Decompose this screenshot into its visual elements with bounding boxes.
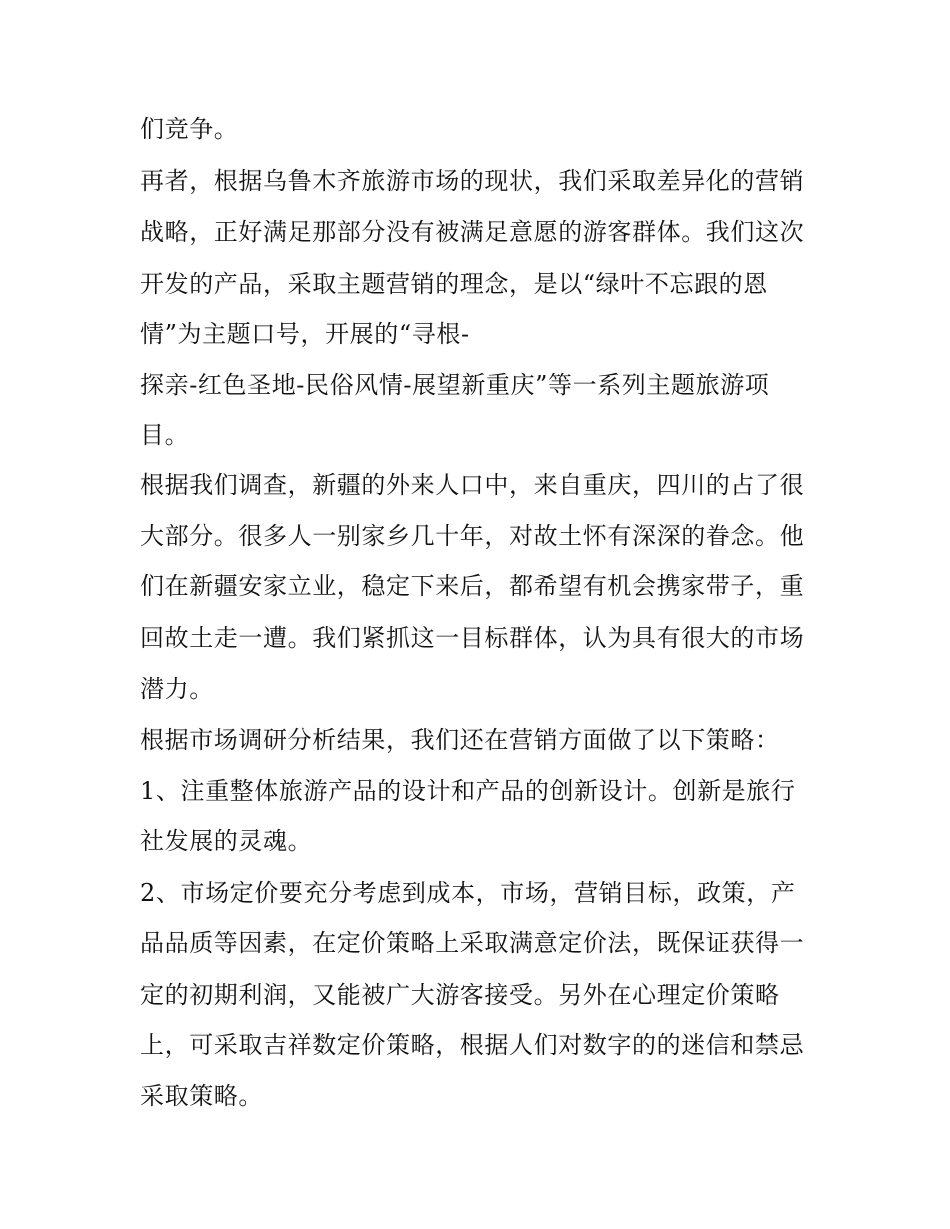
text-line: 上，可采取吉祥数定价策略，根据人们对数字的的迷信和禁忌 — [140, 1031, 805, 1059]
text-line: 潜力。 — [140, 675, 214, 703]
text-line: 2、市场定价要充分考虑到成本，市场，营销目标，政策，产 — [140, 879, 796, 907]
text-line: 采取策略。 — [140, 1082, 263, 1110]
text-line: 们在新疆安家立业，稳定下来后，都希望有机会携家带子，重 — [140, 572, 805, 600]
text-line: 大部分。很多人一别家乡几十年，对故土怀有深深的眷念。他 — [140, 522, 805, 550]
text-line: 目。 — [140, 421, 190, 449]
text-line: 根据我们调查，新疆的外来人口中，来自重庆，四川的占了很 — [140, 471, 805, 499]
text-line: 品品质等因素，在定价策略上采取满意定价法，既保证获得一 — [140, 929, 805, 957]
text-line: 1、注重整体旅游产品的设计和产品的创新设计。创新是旅行 — [140, 777, 796, 805]
text-line: 战略，正好满足那部分没有被满足意愿的游客群体。我们这次 — [140, 218, 805, 246]
text-line: 社发展的灵魂。 — [140, 827, 313, 855]
text-line: 开发的产品，采取主题营销的理念，是以“绿叶不忘跟的恩 — [140, 270, 768, 298]
text-line: 们竞争。 — [140, 115, 239, 143]
text-line: 定的初期利润，又能被广大游客接受。另外在心理定价策略 — [140, 981, 780, 1009]
text-line: 再者，根据乌鲁木齐旅游市场的现状，我们采取差异化的营销 — [140, 167, 805, 195]
text-line: 探亲-红色圣地-民俗风情-展望新重庆”等一系列主题旅游项 — [140, 371, 770, 399]
text-line: 根据市场调研分析结果，我们还在营销方面做了以下策略： — [140, 726, 780, 754]
text-line: 回故土走一遭。我们紧抓这一目标群体，认为具有很大的市场 — [140, 624, 805, 652]
text-line: 情”为主题口号，开展的“寻根- — [140, 320, 470, 348]
